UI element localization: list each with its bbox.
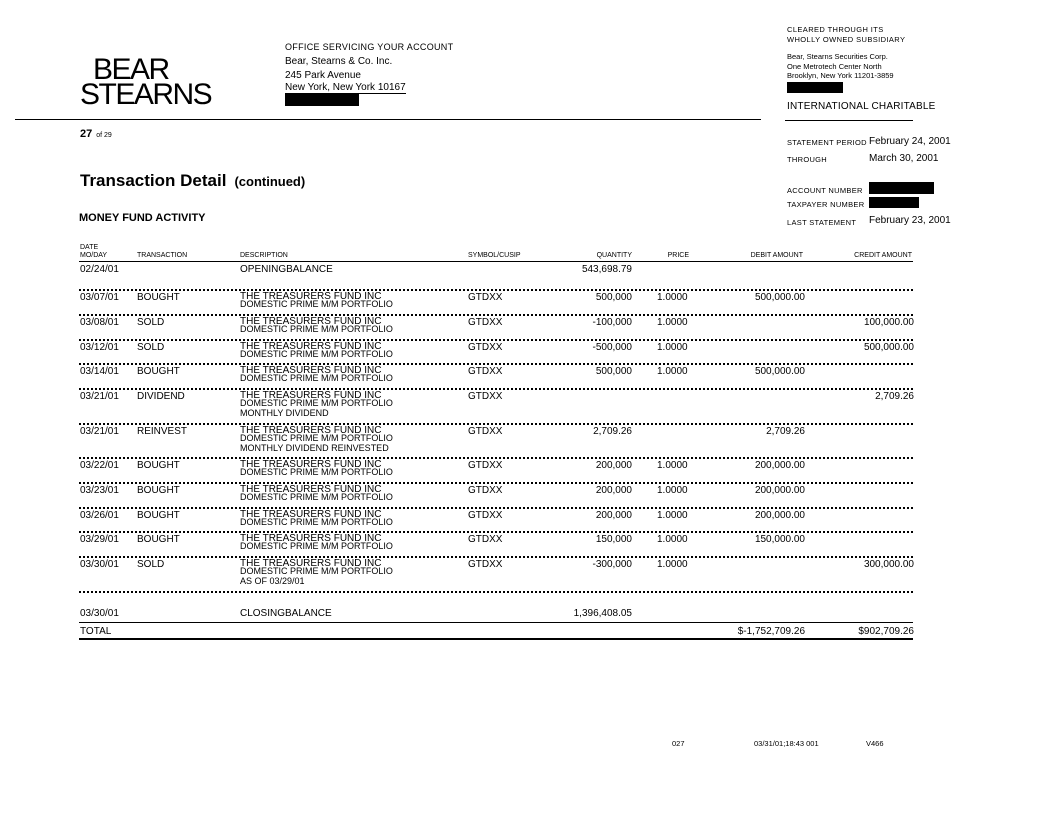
row-quantity: 500,000 [595, 366, 632, 377]
header-rule [15, 119, 761, 120]
row-symbol: GTDXX [468, 534, 503, 545]
row-separator [79, 531, 913, 533]
col-header-quantity: QUANTITY [596, 252, 632, 259]
row-date: 03/22/01 [80, 460, 119, 471]
row-separator [79, 388, 913, 390]
row-separator [79, 423, 913, 425]
row-description [240, 559, 393, 588]
total-rule-top [79, 622, 913, 623]
row-desc2: DOMESTIC PRIME M/M PORTFOLIO [240, 541, 393, 551]
row-separator [79, 556, 913, 558]
row-date: 03/21/01 [80, 391, 119, 402]
row-date: 03/30/01 [80, 559, 119, 570]
row-debit: 150,000.00 [754, 534, 805, 545]
cleared-line-2: WHOLLY OWNED SUBSIDIARY [787, 35, 906, 44]
cleared-line-1: CLEARED THROUGH ITS [787, 25, 884, 34]
closing-description: CLOSINGBALANCE [240, 608, 332, 619]
total-label: TOTAL [80, 626, 112, 637]
col-header-symbol: SYMBOL/CUSIP [468, 252, 521, 259]
row-symbol: GTDXX [468, 342, 503, 353]
row-price: 1.0000 [657, 559, 688, 570]
row-debit: 200,000.00 [754, 460, 805, 471]
logo-line-1: BEAR [93, 53, 169, 86]
row-date: 03/12/01 [80, 342, 119, 353]
row-quantity: 150,000 [595, 534, 632, 545]
section-title: MONEY FUND ACTIVITY [79, 212, 206, 224]
clearing-firm-city: Brooklyn, New York 11201-3859 [787, 71, 894, 80]
row-debit: 200,000.00 [754, 485, 805, 496]
row-date: 03/07/01 [80, 292, 119, 303]
row-desc2: DOMESTIC PRIME M/M PORTFOLIO [240, 517, 393, 527]
col-header-price: PRICE [667, 252, 689, 259]
row-separator [79, 457, 913, 459]
row-symbol: GTDXX [468, 485, 503, 496]
row-credit: 100,000.00 [863, 317, 914, 328]
row-separator [79, 507, 913, 509]
row-price: 1.0000 [657, 534, 688, 545]
row-symbol: GTDXX [468, 292, 503, 303]
row-price: 1.0000 [657, 366, 688, 377]
row-price: 1.0000 [657, 292, 688, 303]
row-desc1: THE TREASURERS FUND INC [240, 509, 382, 520]
row-transaction: BOUGHT [137, 485, 180, 496]
row-separator [79, 314, 913, 316]
row-transaction: BOUGHT [137, 510, 180, 521]
taxpayer-number-label: TAXPAYER NUMBER [787, 200, 865, 209]
col-header-credit: CREDIT AMOUNT [854, 252, 912, 259]
row-description [240, 426, 393, 455]
page-title [80, 171, 305, 191]
office-city: New York, New York 10167 [285, 82, 406, 93]
row-date: 03/29/01 [80, 534, 119, 545]
row-desc1: THE TREASURERS FUND INC [240, 390, 382, 401]
row-credit: 300,000.00 [863, 559, 914, 570]
row-price: 1.0000 [657, 460, 688, 471]
opening-date: 02/24/01 [80, 264, 119, 275]
row-desc2: DOMESTIC PRIME M/M PORTFOLIO [240, 433, 393, 443]
row-symbol: GTDXX [468, 460, 503, 471]
row-desc3: MONTHLY DIVIDEND [240, 408, 329, 418]
row-debit: 500,000.00 [754, 292, 805, 303]
row-desc2: DOMESTIC PRIME M/M PORTFOLIO [240, 398, 393, 408]
row-date: 03/21/01 [80, 426, 119, 437]
page-total: of 29 [96, 132, 112, 139]
col-header-debit: DEBIT AMOUNT [750, 252, 803, 259]
row-desc1: THE TREASURERS FUND INC [240, 558, 382, 569]
row-transaction: SOLD [137, 317, 165, 328]
row-debit: 500,000.00 [754, 366, 805, 377]
row-transaction: BOUGHT [137, 366, 180, 377]
account-holder-name: INTERNATIONAL CHARITABLE [787, 101, 936, 112]
title-text: Transaction Detail [80, 171, 227, 190]
row-desc1: THE TREASURERS FUND INC [240, 316, 382, 327]
row-date: 03/14/01 [80, 366, 119, 377]
page-number [80, 128, 112, 140]
footer-page-code: 027 [672, 739, 685, 748]
row-separator [79, 482, 913, 484]
clearing-firm-name: Bear, Stearns Securities Corp. [787, 52, 888, 61]
row-desc2: DOMESTIC PRIME M/M PORTFOLIO [240, 373, 393, 383]
row-symbol: GTDXX [468, 366, 503, 377]
row-symbol: GTDXX [468, 391, 503, 402]
row-transaction: BOUGHT [137, 460, 180, 471]
total-debit: $-1,752,709.26 [737, 626, 805, 637]
row-desc1: THE TREASURERS FUND INC [240, 533, 382, 544]
last-statement-value: February 23, 2001 [869, 215, 951, 226]
total-rule-bottom [79, 638, 913, 640]
row-quantity: -100,000 [592, 317, 632, 328]
row-quantity: 200,000 [595, 485, 632, 496]
row-credit: 2,709.26 [875, 391, 914, 402]
row-desc1: THE TREASURERS FUND INC [240, 425, 382, 436]
row-separator [79, 289, 913, 291]
through-label: THROUGH [787, 155, 828, 164]
redaction-bar [787, 82, 843, 93]
row-price: 1.0000 [657, 510, 688, 521]
total-credit: $902,709.26 [858, 626, 914, 637]
header-rule-right [785, 120, 913, 121]
row-separator [79, 339, 913, 341]
row-symbol: GTDXX [468, 559, 503, 570]
clearing-firm-street: One Metrotech Center North [787, 62, 882, 71]
row-desc1: THE TREASURERS FUND INC [240, 365, 382, 376]
last-statement-label: LAST STATEMENT [787, 218, 857, 227]
opening-quantity: 543,698.79 [581, 264, 632, 275]
office-street: 245 Park Avenue [285, 70, 361, 81]
office-name: Bear, Stearns & Co. Inc. [285, 56, 393, 67]
row-date: 03/23/01 [80, 485, 119, 496]
bear-stearns-logo [80, 53, 212, 111]
row-price: 1.0000 [657, 317, 688, 328]
office-heading: OFFICE SERVICING YOUR ACCOUNT [285, 42, 454, 52]
footer-version: V466 [866, 739, 884, 748]
row-symbol: GTDXX [468, 426, 503, 437]
col-header-date-top: DATE [80, 244, 99, 251]
row-date: 03/08/01 [80, 317, 119, 328]
row-desc3: AS OF 03/29/01 [240, 576, 305, 586]
row-desc1: THE TREASURERS FUND INC [240, 459, 382, 470]
row-transaction: BOUGHT [137, 534, 180, 545]
redaction-bar [869, 197, 919, 208]
page-current: 27 [80, 128, 93, 140]
row-quantity: 200,000 [595, 510, 632, 521]
row-desc2: DOMESTIC PRIME M/M PORTFOLIO [240, 324, 393, 334]
logo-line-2: STEARNS [80, 78, 212, 111]
row-debit: 2,709.26 [766, 426, 805, 437]
account-number-label: ACCOUNT NUMBER [787, 186, 863, 195]
footer-timestamp: 03/31/01;18:43 001 [754, 739, 819, 748]
row-desc2: DOMESTIC PRIME M/M PORTFOLIO [240, 299, 393, 309]
row-transaction: BOUGHT [137, 292, 180, 303]
row-desc1: THE TREASURERS FUND INC [240, 341, 382, 352]
row-price: 1.0000 [657, 342, 688, 353]
col-header-date: MO/DAY [80, 252, 108, 259]
row-desc2: DOMESTIC PRIME M/M PORTFOLIO [240, 492, 393, 502]
row-quantity: 500,000 [595, 292, 632, 303]
closing-date: 03/30/01 [80, 608, 119, 619]
row-transaction: SOLD [137, 559, 165, 570]
col-header-transaction: TRANSACTION [137, 252, 188, 259]
title-suffix: (continued) [234, 174, 306, 189]
row-desc2: DOMESTIC PRIME M/M PORTFOLIO [240, 467, 393, 477]
row-desc1: THE TREASURERS FUND INC [240, 484, 382, 495]
row-quantity: -300,000 [592, 559, 632, 570]
through-value: March 30, 2001 [869, 153, 939, 164]
row-desc2: DOMESTIC PRIME M/M PORTFOLIO [240, 566, 393, 576]
row-symbol: GTDXX [468, 317, 503, 328]
row-separator [79, 363, 913, 365]
row-description [240, 391, 393, 420]
row-date: 03/26/01 [80, 510, 119, 521]
redaction-bar [285, 93, 359, 106]
redaction-bar [869, 182, 934, 194]
opening-description: OPENINGBALANCE [240, 264, 333, 275]
header-underline [79, 261, 913, 262]
row-quantity: -500,000 [592, 342, 632, 353]
row-transaction: SOLD [137, 342, 165, 353]
statement-period-label: STATEMENT PERIOD [787, 138, 867, 147]
row-price: 1.0000 [657, 485, 688, 496]
row-debit: 200,000.00 [754, 510, 805, 521]
statement-period-value: February 24, 2001 [869, 136, 951, 147]
row-quantity: 2,709.26 [593, 426, 632, 437]
row-symbol: GTDXX [468, 510, 503, 521]
closing-quantity: 1,396,408.05 [573, 608, 632, 619]
row-desc2: DOMESTIC PRIME M/M PORTFOLIO [240, 349, 393, 359]
row-quantity: 200,000 [595, 460, 632, 471]
row-desc1: THE TREASURERS FUND INC [240, 291, 382, 302]
row-credit: 500,000.00 [863, 342, 914, 353]
col-header-description: DESCRIPTION [240, 252, 288, 259]
row-separator [79, 591, 913, 593]
row-desc3: MONTHLY DIVIDEND REINVESTED [240, 443, 389, 453]
row-transaction: DIVIDEND [137, 391, 185, 402]
row-transaction: REINVEST [137, 426, 188, 437]
